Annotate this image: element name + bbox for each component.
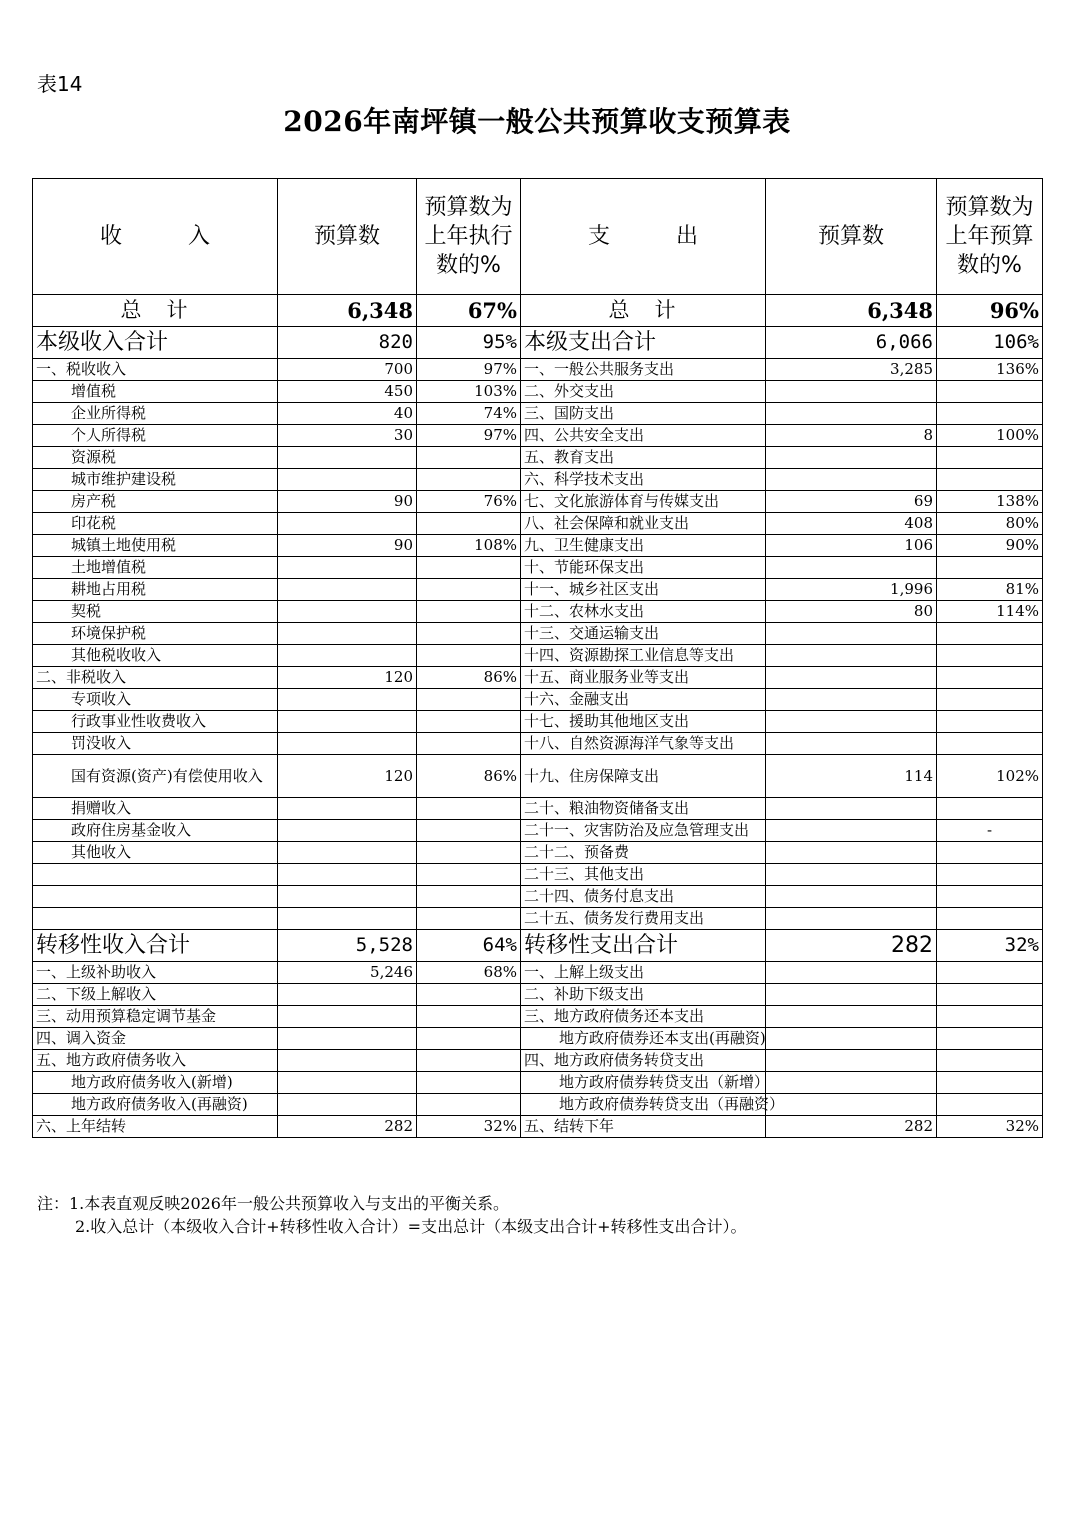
income-item: 一、上级补助收入	[33, 962, 278, 984]
expense-budget: 114	[766, 755, 937, 798]
expense-item: 二十二、预备费	[521, 842, 766, 864]
expense-item: 十九、住房保障支出	[521, 755, 766, 798]
expense-budget: 408	[766, 513, 937, 535]
expense-item: 十七、援助其他地区支出	[521, 711, 766, 733]
income-budget	[278, 1006, 417, 1028]
expense-item: 二十一、灾害防治及应急管理支出	[521, 820, 766, 842]
income-total-label: 总 计	[33, 295, 278, 327]
income-budget	[278, 886, 417, 908]
income-pct: 103%	[417, 381, 521, 403]
header-pct-prev-exec: 预算数为上年执行数的%	[417, 179, 521, 295]
table-row	[33, 864, 1043, 886]
income-budget	[278, 842, 417, 864]
income-item: 资源税	[33, 447, 278, 469]
expense-pct	[937, 1072, 1043, 1094]
income-total-pct: 67%	[417, 295, 521, 327]
header-row	[33, 179, 1043, 295]
table-row	[33, 755, 1043, 798]
expense-pct: 32%	[937, 930, 1043, 962]
expense-item: 三、地方政府债务还本支出	[521, 1006, 766, 1028]
income-pct: 95%	[417, 327, 521, 359]
income-item: 契税	[33, 601, 278, 623]
income-budget	[278, 1072, 417, 1094]
expense-item: 四、地方政府债务转贷支出	[521, 1050, 766, 1072]
income-item: 印花税	[33, 513, 278, 535]
expense-budget	[766, 557, 937, 579]
income-budget	[278, 1028, 417, 1050]
expense-item: 本级支出合计	[521, 327, 766, 359]
table-row	[33, 1028, 1043, 1050]
income-pct: 108%	[417, 535, 521, 557]
expense-item: 二、补助下级支出	[521, 984, 766, 1006]
income-item: 政府住房基金收入	[33, 820, 278, 842]
income-item: 本级收入合计	[33, 327, 278, 359]
table-row	[33, 1094, 1043, 1116]
income-pct	[417, 733, 521, 755]
expense-item: 转移性支出合计	[521, 930, 766, 962]
note-1: 注：1.本表直观反映2026年一般公共预算收入与支出的平衡关系。	[37, 1194, 509, 1213]
income-budget	[278, 447, 417, 469]
table-row	[33, 820, 1043, 842]
income-budget: 90	[278, 535, 417, 557]
income-budget: 40	[278, 403, 417, 425]
income-item: 其他收入	[33, 842, 278, 864]
income-budget	[278, 1050, 417, 1072]
table-row	[33, 513, 1043, 535]
income-budget	[278, 469, 417, 491]
table-row	[33, 425, 1043, 447]
table-row	[33, 491, 1043, 513]
expense-budget	[766, 1094, 937, 1116]
income-pct	[417, 1006, 521, 1028]
income-pct: 86%	[417, 667, 521, 689]
expense-item: 三、国防支出	[521, 403, 766, 425]
income-item: 国有资源(资产)有偿使用收入	[33, 755, 278, 798]
income-item: 环境保护税	[33, 623, 278, 645]
table-row	[33, 886, 1043, 908]
expense-item: 十、节能环保支出	[521, 557, 766, 579]
page-title: 2026年南坪镇一般公共预算收支预算表	[283, 105, 791, 138]
income-pct	[417, 645, 521, 667]
income-pct	[417, 1050, 521, 1072]
expense-budget: 282	[766, 1116, 937, 1138]
income-pct	[417, 469, 521, 491]
income-item: 行政事业性收费收入	[33, 711, 278, 733]
expense-item: 二十五、债务发行费用支出	[521, 908, 766, 930]
expense-item: 二十四、债务付息支出	[521, 886, 766, 908]
expense-budget	[766, 711, 937, 733]
expense-pct: -	[937, 820, 1043, 842]
table-row	[33, 645, 1043, 667]
income-budget: 90	[278, 491, 417, 513]
expense-item: 十五、商业服务业等支出	[521, 667, 766, 689]
expense-budget	[766, 469, 937, 491]
header-income: 收 入	[33, 179, 278, 295]
expense-pct	[937, 886, 1043, 908]
expense-budget	[766, 733, 937, 755]
expense-pct	[937, 962, 1043, 984]
table-row	[33, 984, 1043, 1006]
expense-budget: 80	[766, 601, 937, 623]
income-budget	[278, 557, 417, 579]
expense-item: 地方政府债券转贷支出（再融资）	[521, 1094, 766, 1116]
income-pct	[417, 1072, 521, 1094]
income-budget	[278, 513, 417, 535]
table-row	[33, 1050, 1043, 1072]
expense-pct	[937, 381, 1043, 403]
income-total-value: 6,348	[278, 295, 417, 327]
income-item: 三、动用预算稳定调节基金	[33, 1006, 278, 1028]
income-pct: 76%	[417, 491, 521, 513]
income-budget	[278, 579, 417, 601]
income-pct	[417, 623, 521, 645]
income-item: 五、地方政府债务收入	[33, 1050, 278, 1072]
expense-pct: 138%	[937, 491, 1043, 513]
expense-budget	[766, 1050, 937, 1072]
income-budget	[278, 645, 417, 667]
table-row	[33, 535, 1043, 557]
expense-budget	[766, 886, 937, 908]
income-budget: 700	[278, 359, 417, 381]
expense-budget	[766, 798, 937, 820]
expense-item: 二十、粮油物资储备支出	[521, 798, 766, 820]
income-budget	[278, 984, 417, 1006]
income-item: 地方政府债务收入(再融资)	[33, 1094, 278, 1116]
table-row	[33, 733, 1043, 755]
income-pct	[417, 557, 521, 579]
income-item: 企业所得税	[33, 403, 278, 425]
expense-budget: 8	[766, 425, 937, 447]
income-item	[33, 886, 278, 908]
income-item: 耕地占用税	[33, 579, 278, 601]
table-row	[33, 469, 1043, 491]
expense-budget	[766, 667, 937, 689]
expense-budget	[766, 403, 937, 425]
expense-budget: 3,285	[766, 359, 937, 381]
income-budget	[278, 820, 417, 842]
expense-pct	[937, 403, 1043, 425]
expense-item: 一、上解上级支出	[521, 962, 766, 984]
income-budget	[278, 908, 417, 930]
expense-budget	[766, 820, 937, 842]
income-budget	[278, 623, 417, 645]
income-pct	[417, 579, 521, 601]
expense-budget	[766, 1028, 937, 1050]
header-budget-2: 预算数	[766, 179, 937, 295]
expense-pct	[937, 557, 1043, 579]
income-pct	[417, 1094, 521, 1116]
expense-item: 七、文化旅游体育与传媒支出	[521, 491, 766, 513]
income-item: 增值税	[33, 381, 278, 403]
expense-pct	[937, 733, 1043, 755]
income-pct	[417, 513, 521, 535]
income-item: 二、下级上解收入	[33, 984, 278, 1006]
expense-budget	[766, 689, 937, 711]
expense-budget	[766, 1006, 937, 1028]
income-item: 专项收入	[33, 689, 278, 711]
expense-pct	[937, 1028, 1043, 1050]
income-budget	[278, 798, 417, 820]
income-pct	[417, 864, 521, 886]
expense-pct	[937, 908, 1043, 930]
expense-pct	[937, 447, 1043, 469]
income-budget	[278, 864, 417, 886]
income-pct: 68%	[417, 962, 521, 984]
expense-pct: 80%	[937, 513, 1043, 535]
expense-pct	[937, 689, 1043, 711]
income-budget: 820	[278, 327, 417, 359]
expense-item: 二、外交支出	[521, 381, 766, 403]
income-pct	[417, 689, 521, 711]
header-expense: 支 出	[521, 179, 766, 295]
note-2: 2.收入总计（本级收入合计+转移性收入合计）=支出总计（本级支出合计+转移性支出合计）。	[75, 1217, 747, 1236]
table-row	[33, 403, 1043, 425]
expense-item: 十八、自然资源海洋气象等支出	[521, 733, 766, 755]
expense-pct	[937, 711, 1043, 733]
expense-pct: 90%	[937, 535, 1043, 557]
expense-pct	[937, 1006, 1043, 1028]
table-row	[33, 711, 1043, 733]
expense-pct: 100%	[937, 425, 1043, 447]
income-budget: 282	[278, 1116, 417, 1138]
expense-pct: 32%	[937, 1116, 1043, 1138]
income-pct	[417, 1028, 521, 1050]
expense-budget: 106	[766, 535, 937, 557]
expense-budget: 69	[766, 491, 937, 513]
income-pct	[417, 984, 521, 1006]
expense-budget	[766, 381, 937, 403]
table-row	[33, 962, 1043, 984]
table-row	[33, 1116, 1043, 1138]
expense-budget: 6,066	[766, 327, 937, 359]
income-pct: 97%	[417, 359, 521, 381]
table-row	[33, 447, 1043, 469]
expense-pct	[937, 864, 1043, 886]
income-item: 城市维护建设税	[33, 469, 278, 491]
income-pct: 74%	[417, 403, 521, 425]
expense-item: 四、公共安全支出	[521, 425, 766, 447]
table-row	[33, 381, 1043, 403]
table-row	[33, 842, 1043, 864]
income-budget: 120	[278, 755, 417, 798]
expense-pct	[937, 798, 1043, 820]
income-pct: 64%	[417, 930, 521, 962]
expense-pct	[937, 1094, 1043, 1116]
expense-item: 地方政府债券还本支出(再融资)	[521, 1028, 766, 1050]
header-budget: 预算数	[278, 179, 417, 295]
table-row	[33, 623, 1043, 645]
income-budget: 120	[278, 667, 417, 689]
income-budget: 5,528	[278, 930, 417, 962]
income-item: 四、调入资金	[33, 1028, 278, 1050]
expense-budget: 1,996	[766, 579, 937, 601]
table-row	[33, 1006, 1043, 1028]
table-label: 表14	[37, 72, 83, 96]
expense-budget	[766, 842, 937, 864]
expense-budget	[766, 962, 937, 984]
income-item	[33, 864, 278, 886]
table-row	[33, 359, 1043, 381]
income-pct	[417, 886, 521, 908]
table-row	[33, 908, 1043, 930]
income-budget: 450	[278, 381, 417, 403]
expense-total-pct: 96%	[937, 295, 1043, 327]
income-budget: 5,246	[278, 962, 417, 984]
income-item: 地方政府债务收入(新增)	[33, 1072, 278, 1094]
income-budget	[278, 1094, 417, 1116]
expense-pct	[937, 623, 1043, 645]
expense-pct	[937, 469, 1043, 491]
expense-item: 二十三、其他支出	[521, 864, 766, 886]
income-budget	[278, 601, 417, 623]
income-pct	[417, 908, 521, 930]
expense-item: 地方政府债券转贷支出（新增）	[521, 1072, 766, 1094]
expense-item: 五、教育支出	[521, 447, 766, 469]
table-row	[33, 798, 1043, 820]
expense-total-value: 6,348	[766, 295, 937, 327]
income-pct	[417, 711, 521, 733]
income-item: 捐赠收入	[33, 798, 278, 820]
income-budget	[278, 689, 417, 711]
expense-item: 九、卫生健康支出	[521, 535, 766, 557]
table-row	[33, 689, 1043, 711]
income-item	[33, 908, 278, 930]
income-item: 罚没收入	[33, 733, 278, 755]
expense-budget	[766, 908, 937, 930]
table-row	[33, 667, 1043, 689]
income-pct: 86%	[417, 755, 521, 798]
expense-item: 十六、金融支出	[521, 689, 766, 711]
income-budget	[278, 733, 417, 755]
expense-budget	[766, 864, 937, 886]
table-row	[33, 601, 1043, 623]
table-body	[33, 327, 1043, 1138]
expense-item: 一、一般公共服务支出	[521, 359, 766, 381]
expense-budget	[766, 1072, 937, 1094]
expense-budget: 282	[766, 930, 937, 962]
expense-pct: 81%	[937, 579, 1043, 601]
budget-table	[32, 178, 1043, 1138]
income-pct	[417, 842, 521, 864]
expense-pct: 102%	[937, 755, 1043, 798]
expense-item: 十三、交通运输支出	[521, 623, 766, 645]
expense-pct	[937, 842, 1043, 864]
income-item: 转移性收入合计	[33, 930, 278, 962]
income-item: 六、上年结转	[33, 1116, 278, 1138]
grand-total-row	[33, 295, 1043, 327]
income-pct	[417, 820, 521, 842]
expense-pct: 106%	[937, 327, 1043, 359]
expense-total-label: 总 计	[521, 295, 766, 327]
table-row	[33, 579, 1043, 601]
expense-budget	[766, 447, 937, 469]
income-pct	[417, 447, 521, 469]
expense-item: 六、科学技术支出	[521, 469, 766, 491]
expense-budget	[766, 984, 937, 1006]
table-row	[33, 557, 1043, 579]
table-row	[33, 1072, 1043, 1094]
expense-pct	[937, 645, 1043, 667]
income-pct: 32%	[417, 1116, 521, 1138]
expense-budget	[766, 645, 937, 667]
income-item: 一、税收收入	[33, 359, 278, 381]
income-item: 房产税	[33, 491, 278, 513]
income-pct: 97%	[417, 425, 521, 447]
income-pct	[417, 601, 521, 623]
subtotal-row	[33, 327, 1043, 359]
expense-pct: 114%	[937, 601, 1043, 623]
income-pct	[417, 798, 521, 820]
expense-budget	[766, 623, 937, 645]
expense-item: 十二、农林水支出	[521, 601, 766, 623]
income-item: 城镇土地使用税	[33, 535, 278, 557]
footnotes	[37, 1192, 747, 1238]
income-budget	[278, 711, 417, 733]
expense-item: 八、社会保障和就业支出	[521, 513, 766, 535]
expense-item: 五、结转下年	[521, 1116, 766, 1138]
income-item: 个人所得税	[33, 425, 278, 447]
income-item: 二、非税收入	[33, 667, 278, 689]
header-pct-prev-budget: 预算数为上年预算数的%	[937, 179, 1043, 295]
expense-pct: 136%	[937, 359, 1043, 381]
expense-pct	[937, 667, 1043, 689]
expense-item: 十一、城乡社区支出	[521, 579, 766, 601]
income-item: 其他税收收入	[33, 645, 278, 667]
income-budget: 30	[278, 425, 417, 447]
expense-pct	[937, 984, 1043, 1006]
subtotal-row	[33, 930, 1043, 962]
income-item: 土地增值税	[33, 557, 278, 579]
expense-item: 十四、资源勘探工业信息等支出	[521, 645, 766, 667]
expense-pct	[937, 1050, 1043, 1072]
